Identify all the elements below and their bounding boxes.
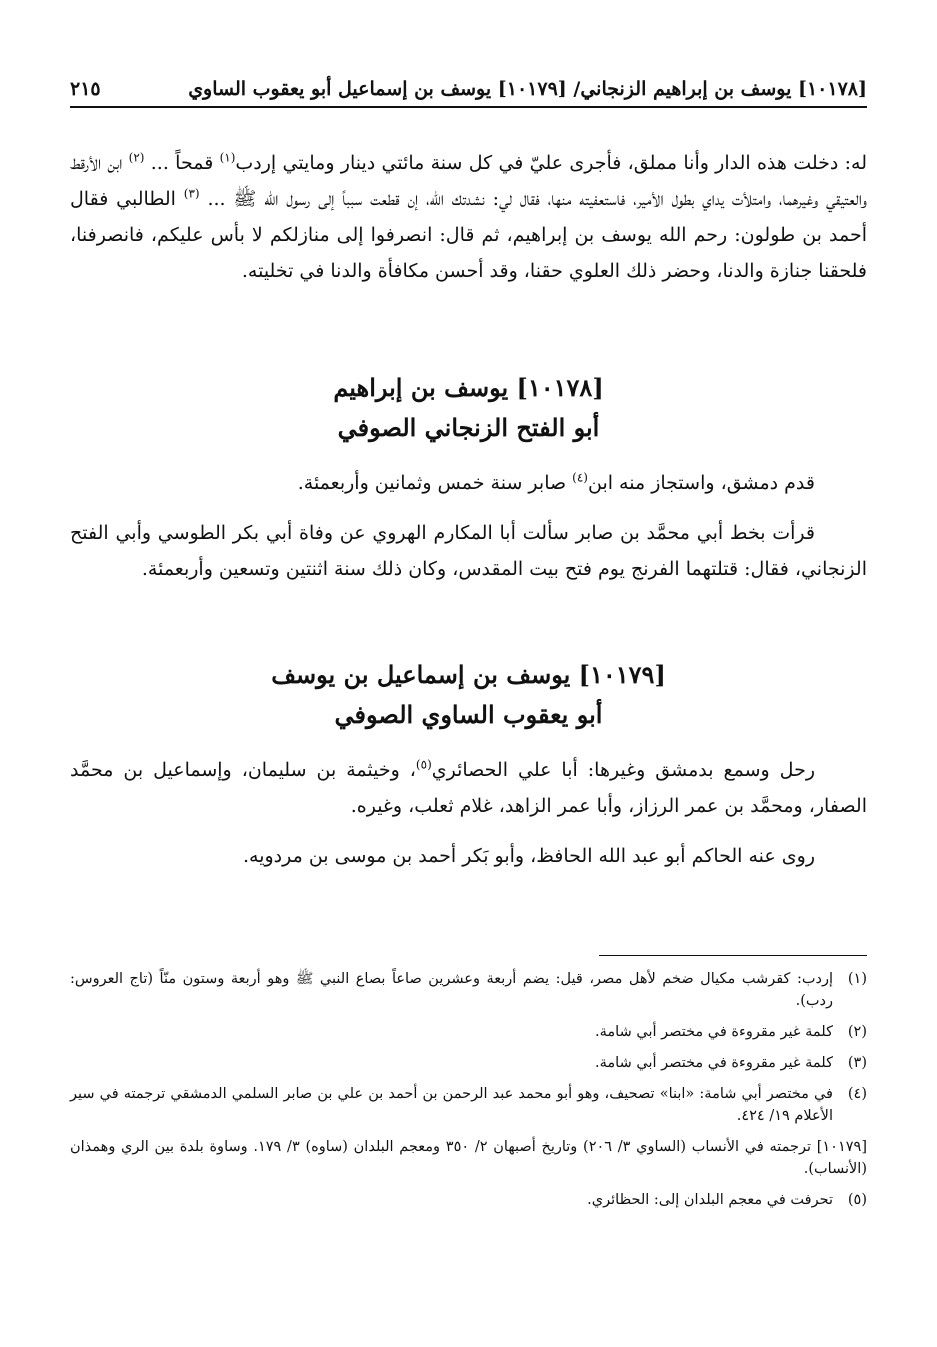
footnote-text: كلمة غير مقروءة في مختصر أبي شامة. [595,1024,833,1040]
entry-10178-text-1b: صابر سنة خمس وثمانين وأربعمئة. [297,472,573,494]
footnote-number: (٣) [847,1055,867,1071]
footnote-3 [70,1052,867,1074]
footnote-text: كلمة غير مقروءة في مختصر أبي شامة. [595,1055,833,1071]
footnote-number: (١) [847,971,867,987]
footnote-text: [١٠١٧٩] ترجمته في الأنساب (الساوي ٣/ ٢٠٦) وتاريخ أصبهان ٢/ ٣٥٠ ومعجم البلدان (ساوه) ٣/ ١٧٩. وساوة بلدة بين الري وهمذان (الأنساب). [70,1139,868,1177]
footnote-entry-source [70,1136,867,1180]
footnote-1 [70,968,867,1012]
footnote-text: في مختصر أبي شامة: «ابنا» تصحيف، وهو أبو محمد عبد الرحمن بن أحمد بن علي بن صابر السلمي الدمشقي ترجمته في سير الأعلام ١٩/ ٤٢٤. [70,1086,833,1124]
footnotes [70,968,867,1220]
entry-10178-title: [١٠١٧٨] يوسف بن إبراهيم [333,373,604,402]
page-number: ٢١٥ [70,78,101,100]
entry-10179-text-1a: رحل وسمع بدمشق وغيرها: أبا علي الحصائري [431,759,815,781]
footnote-rule [599,955,867,956]
entry-10179-paragraph-2: روى عنه الحاكم أبو عبد الله الحافظ، وأبو بَكر أحمد بن موسى بن مردويه. [242,845,815,867]
header-title: [١٠١٧٨] يوسف بن إبراهيم الزنجاني/ [١٠١٧٩] يوسف بن إسماعيل أبو يعقوب الساوي [188,78,867,100]
footnote-number: (٤) [847,1086,867,1102]
entry-10178-paragraph-2: قرأت بخط أبي محمَّد بن صابر سألت أبا المكارم الهروي عن وفاة أبي بكر الطوسي وأبي الفتح الزنجاني، فقال: قتلتهما الفرنج يوم فتح بيت المقدس، وكان ذلك سنة اثنتين وتسعين وأربعمئة. [70,522,867,580]
footnote-number: (٢) [847,1024,867,1040]
continuation-text-3: ابن الأرقط والعتيقي وغيرهما، وامتلأت يداي بطول الأمير، فاستعفيته منها، فقال لي: نشدتك الله، إن قطعت سبباً إلى رسول الله ﷺ ... [70,152,867,210]
entry-10179-text-1b: ، وخيثمة بن سليمان، وإسماعيل بن محمَّد الصفار، ومحمَّد بن عمر الرزاز، وأبا عمر الزاهد، غلام ثعلب، وغيره. [70,759,867,817]
footnote-2 [70,1021,867,1043]
entry-10179-title: [١٠١٧٩] يوسف بن إسماعيل بن يوسف [271,660,666,689]
footnote-ref-5[interactable]: (٥) [415,757,432,772]
footnote-ref-4[interactable]: (٤) [572,470,588,485]
entry-10178-subtitle: أبو الفتح الزنجاني الصوفي [337,413,600,442]
footnote-5 [70,1189,867,1211]
footnote-text: تحرفت في معجم البلدان إلى: الحظائري. [587,1192,833,1208]
entry-10178-heading [70,368,867,448]
entry-10178-text-1a: قدم دمشق، واستجاز منه ابن [587,472,815,494]
footnote-ref-1[interactable]: (١) [219,150,236,165]
footnote-ref-2[interactable]: (٢) [128,150,145,165]
entry-10179-paragraph-1 [70,752,867,824]
running-header [70,72,867,106]
entry-10178-body [70,465,867,587]
header-rule [70,106,867,108]
continuation-paragraph [70,145,867,289]
entry-10179-heading [70,655,867,735]
footnote-4 [70,1083,867,1127]
entry-10179-subtitle: أبو يعقوب الساوي الصوفي [334,700,603,729]
continuation-text-4: الطالبي فقال أحمد بن طولون: رحم الله يوسف بن إبراهيم، ثم قال: انصرفوا إلى منازلكم لا بأس عليكم، فانصرفنا، فلحقنا جنازة والدنا، وحضر ذلك العلوي حقنا، وقد أحسن مكافأة والدنا في تخليته. [70,188,867,282]
footnote-ref-3[interactable]: (٣) [183,186,200,201]
footnote-number: (٥) [847,1192,867,1208]
continuation-text-1: له: دخلت هذه الدار وأنا مملق، فأجرى عليّ في كل سنة مائتي دينار ومايتي إردب [235,152,868,174]
entry-10178-paragraph-1 [70,465,867,501]
footnote-text: إردب: كقرشب مكيال ضخم لأهل مصر، قيل: يضم أربعة وعشرين صاعاً بصاع النبي ﷺ وهو أربعة وستون منّاً (تاج العروس: ردب). [70,971,833,1009]
continuation-text-2: قمحاً ... [144,152,220,174]
entry-10179-body [70,752,867,874]
